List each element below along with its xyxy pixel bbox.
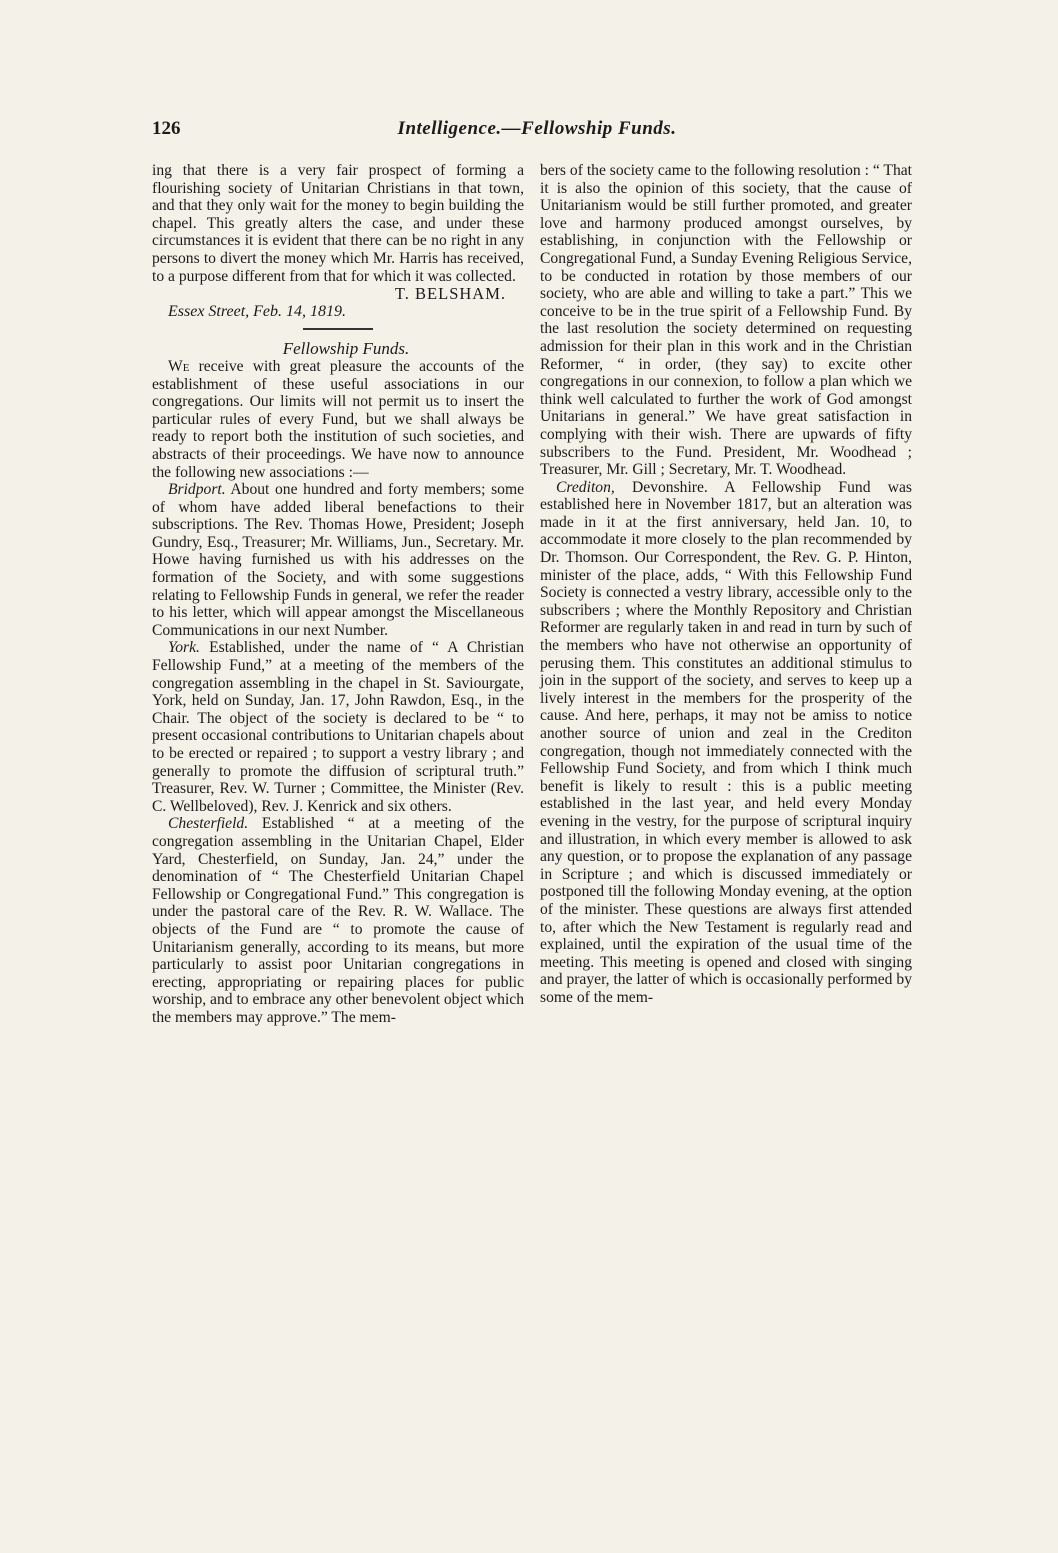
belsham-letter-ending: ing that there is a very fair prospect of forming a flourishing society of Unitarian Christians in that town, and that they only wait for the money to begin building the chapel. This greatly alters the case, and under these circumstances it is evident that there can be no right in any persons to divert the money which Mr. Harris has received, to a purpose different from that for which it was collected. [152, 162, 524, 285]
place-name: Bridport. [168, 481, 226, 499]
place-name: Chesterfield. [168, 815, 249, 833]
bridport-paragraph [152, 481, 524, 639]
crediton-paragraph [540, 479, 912, 1007]
york-paragraph [152, 639, 524, 815]
signature: T. BELSHAM. [394, 284, 506, 304]
place-name: York. [168, 639, 200, 657]
dateline: Essex Street, Feb. 14, 1819. [168, 302, 347, 320]
chesterfield-paragraph [152, 815, 524, 1026]
page-header [152, 118, 922, 148]
york-text: Established, under the name of “ A Christian Fellowship Fund,” at a meeting of the members of the congregation assembling in the chapel in St. Saviourgate, York, held on Sunday, Jan. 17, John Rawdon, Esq., in the Chair. The object of the society is declared to be “ to present occasional contributions to Unitarian chapels about to be erected or repaired ; to support a vestry library ; and generally to promote the diffusion of scriptural truth.” Treasurer, Rev. W. Turner ; Committee, the Minister (Rev. C. Wellbeloved), Rev. J. Kenrick and six others. [152, 639, 524, 815]
section-title: Fellowship Funds. [282, 339, 410, 359]
intro-text: receive with great pleasure the accounts of the establishment of these useful associations in our congregations. Our limits will not permit us to insert the particular rules of every Fund, but we shall always be ready to report both the institution of such societies, and abstracts of their proceedings. We have now to announce the following new associations :— [152, 357, 524, 481]
right-column [540, 162, 912, 1007]
intro-lead: We [168, 357, 190, 375]
section-divider [303, 328, 373, 330]
crediton-text: Devonshire. A Fellowship Fund was established here in November 1817, but an alteration was made in it at the first anniversary, held Jan. 10, to accommodate it more closely to the plan recommended by Dr. Thomson. Our Correspondent, the Rev. G. P. Hinton, minister of the place, adds, “ With this Fellowship Fund Society is connected a vestry library, accessible only to the subscribers ; where the Monthly Repository and Christian Reformer are regularly taken in and read in turn by such of the members who have not otherwise an opportunity of perusing them. This constitutes an additional stimulus to join in the support of the society, and serves to keep up a lively interest in the members for the prosperity of the cause. And here, perhaps, it may not be amiss to notice another source of union and zeal in the Crediton congregation, though not immediately connected with the Fellowship Fund Society, and from which I think much benefit is likely to result : this is a public meeting established in the last year, and held every Monday evening in the vestry, for the purpose of scriptural inquiry and illustration, in which every member is allowed to ask any question, or to propose the explanation of any passage in Scripture ; and which is discussed immediately or postponed till the following Monday evening, at the option of the minister. These questions are always first attended to, after which the New Testament is regularly read and explained, until the expiration of the usual time of the meeting. This meeting is opened and closed with singing and prayer, the latter of which is occasionally performed by some of the mem- [540, 478, 912, 1006]
page-number: 126 [152, 118, 181, 139]
chesterfield-continuation: bers of the society came to the following resolution : “ That it is also the opinion of this society, that the cause of Unitarianism would be still further promoted, and greater love and harmony produced amongst ourselves, by establishing, in conjunction with the Fellowship or Congregational Fund, a Sunday Evening Religious Service, to be conducted in rotation by those members of our society, who are able and willing to take a part.” This we conceive to be in the true spirit of a Fellowship Fund. By the last resolution the society determined on requesting admission for their plan in this work and in the Christian Reformer, “ in order, (they say) to excite other congregations in our connexion, to follow a plan which we think well calculated to further the work of God amongst Unitarians in general.” We have great satisfaction in complying with their wish. There are upwards of fifty subscribers to the Fund. President, Mr. Woodhead ; Treasurer, Mr. Gill ; Secretary, Mr. T. Woodhead. [540, 162, 912, 479]
chesterfield-text: Established “ at a meeting of the congregation assembling in the Unitarian Chapel, Elder Yard, Chesterfield, on Sunday, Jan. 24,” under the denomination of “ The Chesterfield Unitarian Chapel Fellowship or Congregational Fund.” This congregation is under the pastoral care of the Rev. R. W. Wallace. The objects of the Fund are “ to promote the cause of Unitarianism generally, according to its means, but more particularly to assist poor Unitarian congregations in erecting, appropriating or repairing places for public worship, and to embrace any other benevolent object which the members may approve.” The mem- [152, 815, 524, 1026]
intro-paragraph [152, 358, 524, 481]
running-head: Intelligence.—Fellowship Funds. [397, 118, 677, 139]
left-column [152, 162, 524, 1027]
bridport-text: About one hundred and forty members; some of whom have added liberal benefactions to their subscriptions. The Rev. Thomas Howe, President; Joseph Gundry, Esq., Treasurer; Mr. Williams, Jun., Secretary. Mr. Howe having furnished us with his addresses on the formation of the Society, and with some suggestions relating to Fellowship Funds in general, we refer the reader to his letter, which will appear amongst the Miscellaneous Communications in our next Number. [152, 481, 524, 639]
place-name: Crediton, [556, 478, 615, 496]
